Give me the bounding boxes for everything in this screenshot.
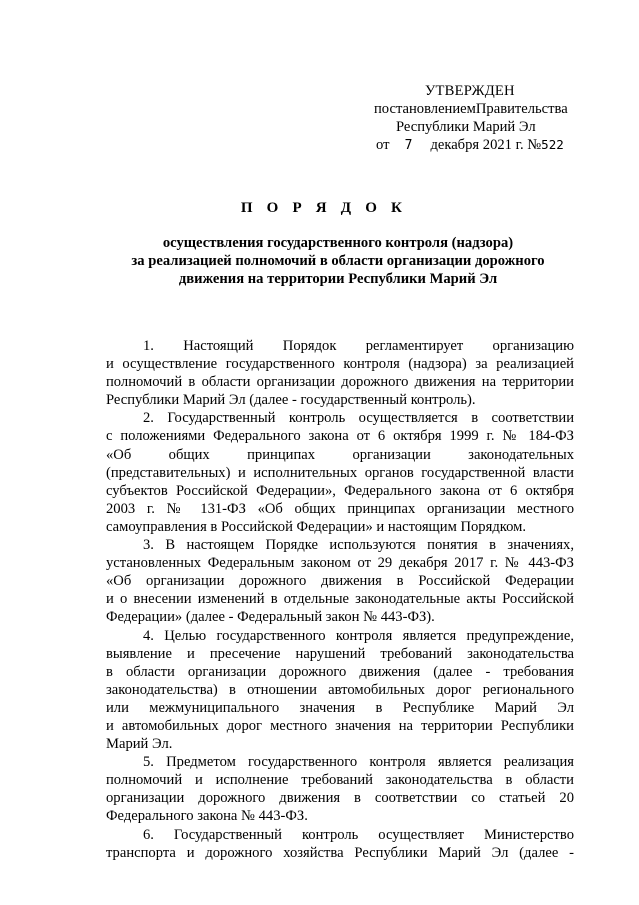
approval-stamp	[374, 82, 614, 155]
paragraph-line: законодательства) в отношении автомобильных дорог регионального	[106, 681, 574, 698]
paragraph-line: «Об общих принципах организации законодательных	[106, 446, 574, 463]
paragraph-line: или межмуниципального значения в Республике Марий Эл	[106, 699, 574, 716]
paragraph-5	[106, 753, 574, 825]
paragraph-line: 2003 г. № 131-ФЗ «Об общих принципах организации местного	[106, 500, 574, 517]
paragraph-line: Федерации» (далее - Федеральный закон № 443-ФЗ).	[106, 609, 435, 626]
paragraph-4	[106, 627, 574, 754]
paragraph-line: Федерального закона № 443-ФЗ.	[106, 808, 308, 825]
paragraph-line: и о внесении изменений в отдельные законодательные акты Российской	[106, 591, 574, 608]
paragraph-line: 6. Государственный контроль осуществляет Министерство	[143, 826, 574, 843]
document-body	[106, 337, 574, 862]
paragraph-line: 5. Предметом государственного контроля является реализация	[143, 754, 574, 771]
paragraph-line: полномочий и исполнение требований законодательства в области	[106, 772, 574, 789]
paragraph-line: 3. В настоящем Порядке используются понятия в значениях,	[143, 537, 574, 554]
paragraph-line: установленных Федеральным законом от 29 декабря 2017 г. № 443-ФЗ	[106, 555, 574, 572]
document-title: П О Р Я Д О К	[240, 200, 408, 216]
paragraph-line: и осуществление государственного контроля (надзора) за реализацией	[106, 356, 574, 373]
approval-authority: постановлениемПравительства	[374, 101, 568, 117]
paragraph-line: самоуправления в Российской Федерации» и настоящим Порядком.	[106, 518, 526, 535]
subtitle-line: движения на территории Республики Марий Эл	[178, 271, 498, 287]
paragraph-line: 2. Государственный контроль осуществляется в соответствии	[143, 410, 574, 427]
document-subtitle	[80, 234, 596, 288]
paragraph-line: и автомобильных дорог местного значения на территории Республики	[106, 717, 574, 734]
paragraph-line: с положениями Федерального закона от 6 октября 1999 г. № 184-ФЗ	[106, 428, 574, 445]
approval-date-rest: декабря 2021 г. №	[430, 137, 542, 153]
paragraph-line: (представительных) и исполнительных органов государственной власти	[106, 464, 574, 481]
paragraph-1	[106, 337, 574, 409]
paragraph-6	[106, 826, 574, 862]
paragraph-line: в области организации дорожного движения (далее - требования	[106, 663, 574, 680]
approval-heading: УТВЕРЖДЕН	[425, 83, 515, 99]
paragraph-line: Республики Марий Эл (далее - государственный контроль).	[106, 392, 476, 409]
paragraph-2	[106, 409, 574, 536]
paragraph-3	[106, 536, 574, 626]
paragraph-line: транспорта и дорожного хозяйства Республики Марий Эл (далее -	[106, 844, 574, 861]
paragraph-line: организации дорожного движения в соответствии со статьей 20	[106, 790, 574, 807]
approval-date-line	[374, 136, 614, 155]
paragraph-line: полномочий в области организации дорожного движения на территории	[106, 374, 574, 391]
approval-day: 7	[404, 138, 413, 153]
approval-date-prefix: от	[376, 137, 390, 153]
paragraph-line: субъектов Российской Федерации», Федерального закона от 6 октября	[106, 482, 574, 499]
paragraph-line: Марий Эл.	[106, 736, 173, 753]
paragraph-line: 1. Настоящий Порядок регламентирует организацию	[143, 338, 574, 354]
approval-region: Республики Марий Эл	[396, 119, 536, 135]
paragraph-line: выявление и пресечение нарушений требований законодательства	[106, 645, 574, 662]
subtitle-line: осуществления государственного контроля (надзора)	[162, 235, 514, 251]
subtitle-line: за реализацией полномочий в области организации дорожного	[131, 253, 545, 269]
approval-number: 522	[541, 137, 564, 152]
paragraph-line: «Об организации дорожного движения в Российской Федерации	[106, 573, 574, 590]
paragraph-line: 4. Целью государственного контроля является предупреждение,	[143, 627, 574, 644]
